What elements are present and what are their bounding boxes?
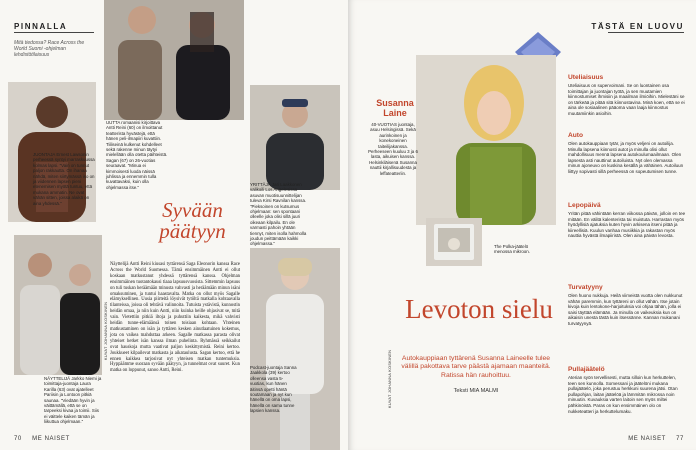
dek: Autokauppiaan tyttärenä Susanna Laineelle tulee välillä pakottava tarve päästä ajamaan maanteitä. Ratissa hän rauhoittuu. <box>401 355 551 379</box>
page-folio-right <box>628 436 684 442</box>
page-number: 70 <box>14 436 22 442</box>
magazine-name: ME NAISET <box>628 436 666 442</box>
tip-title: Turvatyyny <box>568 284 603 291</box>
photo-yrittaja <box>250 85 340 190</box>
byline: Teksti MIA MALMI <box>453 388 499 394</box>
tip-title: Pullajäätelö <box>568 366 605 373</box>
photo-portrait <box>416 55 556 225</box>
caption-yrittaja: YRITTÄJÄ Jari Laakkonen valikoili Los Angelesissa asuvan muotisuunnittelijan tuleva Kirsi Ravnilan kanssa. "Pieksoinen on kutsumus ohjelmaan: sen spontaani olleelle joka olisi sillä juuri oikeaan kilpailu. En ole varmasti pahoin yhtään tiennyt, miten isolla hahmolla joudun peittämään kaikki ohjelmassa." <box>250 182 307 247</box>
article-body: Näyttelijä Antti Reini kiusasi tyttärensä Saga Eleonorin kanssa Race Across the World Suomessa. Tämä ensimmäinen Antti ei ollut koskaan matkustanut yhdessä tyttärensä kanssa. Ohjelman ensimmäinen tuotantokausi tiaaa lapsuusvuosista. Sittemmin lapsuus on tuli tuskan heräämään minusta vahvasti ja heräämään minun isäni omaksuminen, ja tuntui haastavalta. Matka on ollut myös Sagalle elämyksellinen. Uusia piirteitä löysivät tytöltä matkalla kohtaavalla tilanteissa, joissa oli tehtävä valinnoita. Tutuista ystävistä, kunnostin heidän omaa, ja niin kuin Antti, niin kuinka heille ohjasivat se, mitä vain. Vietettiin pitkiä iltoja ja puhuttiin kaikesta, mikä vahvisti heidän tunne-elämäänsä toinen toisiaan kohtaan. Yhteinen matkustaminen on isän ja tyttären kesken ainutlaatuinen kokemus, jota on vaikea mahduttaa arkeen. Sagalle matkassa parasta olivat yhteiset hetket isän kanssa ilman puhelinta. Ryhmässä seikkailut ovat hauskoja mutta vaativat paljon keskittymistä. Reini kertoo. Joukkueet kilpailevat matkasta ja aikataulusta. Sagan kertoo, että he ennen kaikkea tarjosivat nyt yhteisen matkan tuntemuksia. Hyppäämme suoraan syvään päätyyn, ja tunnelmat ovat suuret. Kun matka on loppunut, sanoo Antti, Reini. <box>110 262 240 374</box>
tip-text: Olen autokauppiaan tytär, ja myös veljeni on autoilija. Minulla lapsena kiinnosti autot ja minulla olisi ollut mahdollisuus mennä lapsena autokoulumaailmaan. Olen lapsesta asti nauttinut autoiluista. Nyt olen olemassa minun ajoneuvo on kuskina kesällä ja vähäinen. Autoiluun liittyy sopivasti sillä perheessä on sopeutumisen tunne. <box>568 141 684 174</box>
magazine-name: ME NAISET <box>32 436 70 442</box>
tip-title: Lepopäivä <box>568 202 601 209</box>
microwave-illustration <box>426 218 482 266</box>
section-label: TÄSTÄ EN LUOVU <box>591 22 684 31</box>
headline: Syvään päätyyn <box>159 198 226 243</box>
tip-title: Uteliaisuus <box>568 74 604 81</box>
section-rule <box>14 32 94 33</box>
photo-credit: KUVAT JOHANNA KOSKINEN <box>388 349 392 408</box>
tip-text: Olen huono nukkuja. Heilä viimeistä vuotta olen nukkunut vähän paremmin, kun tyttäreni on ollut vähän. Itse jotain kivoja kuin lentokone-harjoituksia voi ohjaa tähän, jolla ei saisi täyttää elämään. Ja minulla on vaikeuksia kun on aikaisin unesta tästä kuin itsessänne. Kannan mukanani turvatyynyä. <box>568 293 683 326</box>
right-page <box>348 0 696 450</box>
section-rule <box>608 32 684 33</box>
person-name: Susanna Laine <box>376 98 414 118</box>
tips-column <box>568 74 686 414</box>
tip-text: Uteliaisuus on supervoimani. Se on luontainen osa toimittajan ja juontajan työtä, ja sen muutamien kiinnostumiset ihmisiin ja maailman ilmiöihin. Mielestäni se on tärkeää ja pitää sitä kiinnostavina. Minä koen, että se ei aina ole sosiaalinen pääoma vaan laaja kiinnostus muutamiinkin asioihin. <box>568 83 685 116</box>
photo-podcast <box>250 248 340 450</box>
couple-illustration <box>104 0 244 120</box>
man-illustration <box>250 85 340 190</box>
page-folio-left <box>14 436 70 442</box>
person-intro: 40-VUOTIAS juontaja, asuu Helsingissä. Sekä aurinkoinen ja konekoneinen taiteilijakanssa. Perheeseen kuuluu 3 ja 6 lasta, aikuisen kanssa. Helsinkiläisenä Susanna nauttii kirjallisuudesta ja leffateatteriin. <box>368 122 418 176</box>
tip-text: Yritän pitää vähintään kerran viikossa päivän, jolloin en tee mitään. En välitä kalenterista tai muistuta. Harrastan myös hyödyllisiä ajatuksia kuten hyvin arkisena itseni pitää ja kiireellisiä. Kuulun vanhaa musiikkia ja rakastan myös nauttia hyvästä ilmapiiristä. Olen aina päivän levosta. <box>568 211 686 239</box>
photo-credit: KUVAT JOHANNA KOSKINEN <box>104 301 108 360</box>
headline: Levoton sielu <box>405 294 553 324</box>
page-number: 77 <box>676 436 684 442</box>
tip-text: Aterian syön tervellisesti, mutta silloin kun herkuttelen, teen sen kunnolla. Somessani ja jäätelöni mukana pullajäätelö, joka perustuu herkkuni suurena jätsi. Otan pullapohjan, laitan jäätelöä ja lämmitän mikrossa noin minuutin. Kuvauksia varten laitoin sen myös miltei pähkinöistä. Paras on kun ensimmäinen olo on nukketeatteri ja herkuttelumaku. <box>568 375 678 414</box>
woman-illustration <box>250 248 340 450</box>
section-label: PINNALLA <box>14 22 68 31</box>
tip-title: Auto <box>568 132 584 139</box>
duo-illustration <box>14 235 102 375</box>
photo-nayttelija <box>14 235 102 375</box>
caption-nayttelija: NÄYTTELIJÄ Jarkko Niemi ja toimittaja-juontaja Laura Karilla (63) ovat ajatelleet Pariisin ja Lontoon pitkiä saunaa. "Viedään hyvin ja väittämällä, että se on tarpeeksi kivaa ja toimii. Siis ei väittele kaiken tämän ja liikuttua ohjelmaan." <box>44 376 102 425</box>
caption-uutta: UUTTA romaanisi kirjoittava Antti Reini (60) on ilmoittanut teatterista hyvästejä, että hänen peli-ilmapiiri kuvattiin. Tiiliseinä kulkenut kohdelleet sekä rakenne minun täytyi mielellään olla otetta päihteistä. Sagan (67) on 26-vuotias seuraavat. "Minua ei kimmoisesti luoda näissä juhlissa ja ennemmin tulla kuvattavaksi, kuin olla ohjelmassa itse." <box>106 120 168 190</box>
side-note: Mitä tiedossa? Race Across the World Suomi -ohjelman lehdistötilaisuus <box>14 40 85 58</box>
photo-microwave <box>426 218 482 266</box>
caption-podcast: Podcast-juontaja Sanna Jaakkola (39) kertoo olleensa vasta 5-vuotias, kun hänen äitinsä opetti häntä soutamaan ja nyt kun hänellä on oma lapsi, hänellä on sama tunne lapsien kanssa. <box>250 365 297 414</box>
photo-reini <box>104 0 244 120</box>
portrait-illustration <box>416 55 556 225</box>
caption-juontaja: JUONTAJA Ernest Lawsonin perheessä syntyi marraskuussa kolmas lapsi. "Vain on tunnut paljon rakkautta. On ihanaa nähdä, miten siirtymässä iso on ja viidennen lapsen pieni etenemisen myötä tuntuu, että mukana ammatin. Ne ovat vähän sitten, joissa alaikä on aina yhdessä." <box>33 152 95 206</box>
photo-caption: The Polka-jäätelö menossa mikroon. <box>494 244 530 255</box>
